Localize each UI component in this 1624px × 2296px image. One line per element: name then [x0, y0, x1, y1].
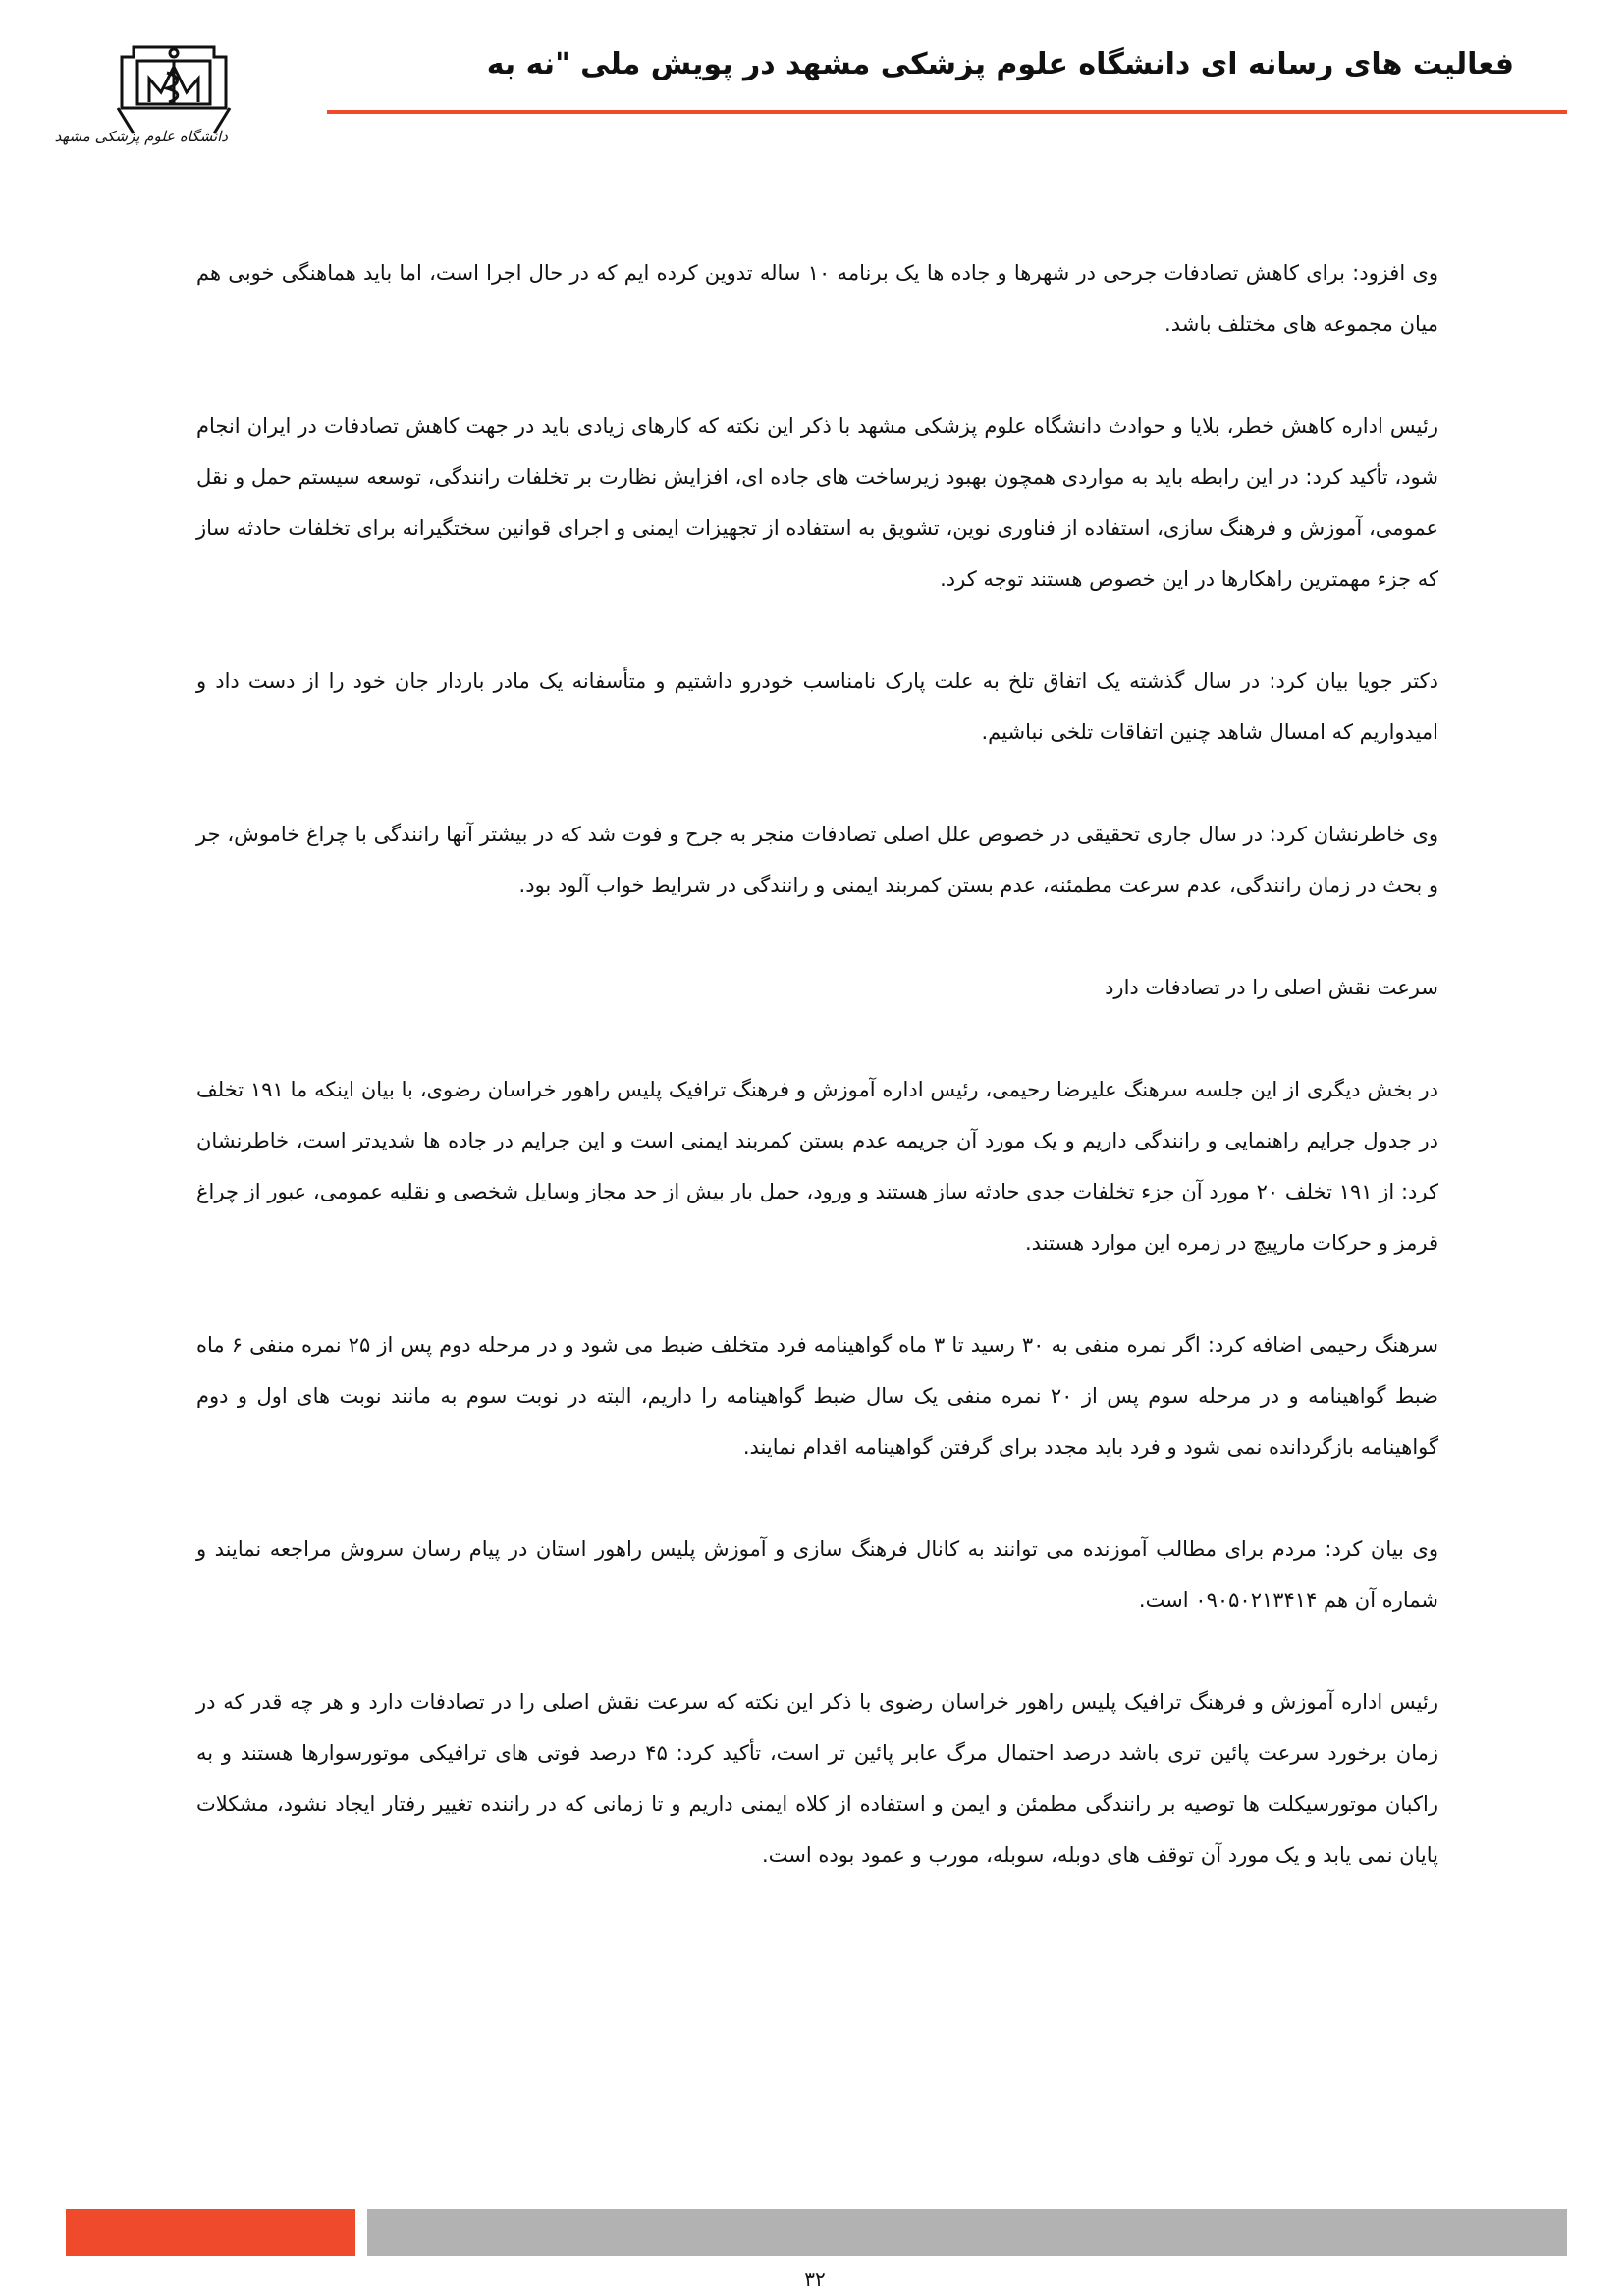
page-number: ۳۲	[804, 2268, 826, 2291]
footer-accent-bar	[66, 2209, 355, 2256]
logo-caption: دانشگاه علوم پزشکی مشهد	[54, 128, 228, 145]
header-rule	[327, 110, 1567, 114]
footer-gray-bar	[367, 2209, 1567, 2256]
section-heading: سرعت نقش اصلی را در تصادفات دارد	[1105, 976, 1438, 999]
university-logo	[54, 39, 238, 167]
article-body	[196, 247, 1438, 1932]
paragraph: رئیس اداره کاهش خطر، بلایا و حوادث دانشگاه علوم پزشکی مشهد با ذکر این نکته که کارهای زیادی باید در جهت کاهش تصادفات در ایران انجام شود، تأکید کرد: در این رابطه باید به مواردی همچون بهبود زیرساخت های جاده ای، افزایش نظارت بر تخلفات رانندگی، توسعه سیستم حمل و نقل عمومی، آموزش و فرهنگ سازی، استفاده از فناوری نوین، تشویق به استفاده از تجهیزات ایمنی و اجرای قوانین سختگیرانه برای تخلفات حادثه ساز که جزء مهمترین راهکارها در این خصوص هستند توجه کرد.	[196, 414, 1438, 591]
paragraph: رئیس اداره آموزش و فرهنگ ترافیک پلیس راهور خراسان رضوی با ذکر این نکته که سرعت نقش اصلی را در تصادفات دارد و هر چه قدر که در زمان برخورد سرعت پائین تری باشد درصد احتمال مرگ عابر پائین تر است، تأکید کرد: ۴۵ درصد فوتی های ترافیکی موتورسوارها هستند و به راکبان موتورسیکلت ها توصیه بر رانندگی مطمئن و ایمن و استفاده از کلاه ایمنی داریم و تا زمانی که در راننده تغییر رفتار ایجاد نشود، مشکلات پایان نمی یابد و یک مورد آن توقف های دوبله، سوبله، مورب و عمود بوده است.	[196, 1690, 1439, 1867]
paragraph: وی خاطرنشان کرد: در سال جاری تحقیقی در خصوص علل اصلی تصادفات منجر به جرح و فوت شد که در بیشتر آنها رانندگی با چراغ خاموش، جر و بحث در زمان رانندگی، عدم سرعت مطمئنه، عدم بستن کمربند ایمنی و رانندگی در شرایط خواب آلود بود.	[196, 823, 1438, 897]
paragraph: در بخش دیگری از این جلسه سرهنگ علیرضا رحیمی، رئیس اداره آموزش و فرهنگ ترافیک پلیس راهور خراسان رضوی، با بیان اینکه ما ۱۹۱ تخلف در جدول جرایم راهنمایی و رانندگی داریم و یک مورد آن جریمه عدم بستن کمربند ایمنی است و این جرایم در جاده ها شدیدتر است، خاطرنشان کرد: از ۱۹۱ تخلف ۲۰ مورد آن جزء تخلفات جدی حادثه ساز هستند و ورود، حمل بار بیش از حد مجاز وسایل شخصی و نقلیه عمومی، عبور از چراغ قرمز و حرکات مارپیچ در زمره این موارد هستند.	[196, 1078, 1438, 1255]
document-header-title: فعالیت های رسانه ای دانشگاه علوم پزشکی مشهد در پویش ملی "نه به	[486, 47, 1514, 81]
paragraph: سرهنگ رحیمی اضافه کرد: اگر نمره منفی به ۳۰ رسید تا ۳ ماه گواهینامه فرد متخلف ضبط می شود و در مرحله دوم پس از ۲۵ نمره منفی ۶ ماه ضبط گواهینامه و در مرحله سوم پس از ۲۰ نمره منفی یک سال ضبط گواهینامه را داریم، البته در نوبت سوم به مانند نوبت های اول و دوم گواهینامه بازگردانده نمی شود و فرد باید مجدد برای گرفتن گواهینامه اقدام نمایند.	[196, 1333, 1439, 1459]
paragraph: وی افزود: برای کاهش تصادفات جرحی در شهرها و جاده ها یک برنامه ۱۰ ساله تدوین کرده ایم که در حال اجرا است، اما باید هماهنگی خوبی هم میان مجموعه های مختلف باشد.	[196, 261, 1438, 336]
paragraph: دکتر جویا بیان کرد: در سال گذشته یک اتفاق تلخ به علت پارک نامناسب خودرو داشتیم و متأسفانه یک مادر باردار جان خود را از دست داد و امیدواریم که امسال شاهد چنین اتفاقات تلخی نباشیم.	[196, 669, 1438, 744]
paragraph: وی بیان کرد: مردم برای مطالب آموزنده می توانند به کانال فرهنگ سازی و آموزش پلیس راهور استان در پیام رسان سروش مراجعه نمایند و شماره آن هم ۰۹۰۵۰۲۱۳۴۱۴ است.	[196, 1537, 1438, 1612]
